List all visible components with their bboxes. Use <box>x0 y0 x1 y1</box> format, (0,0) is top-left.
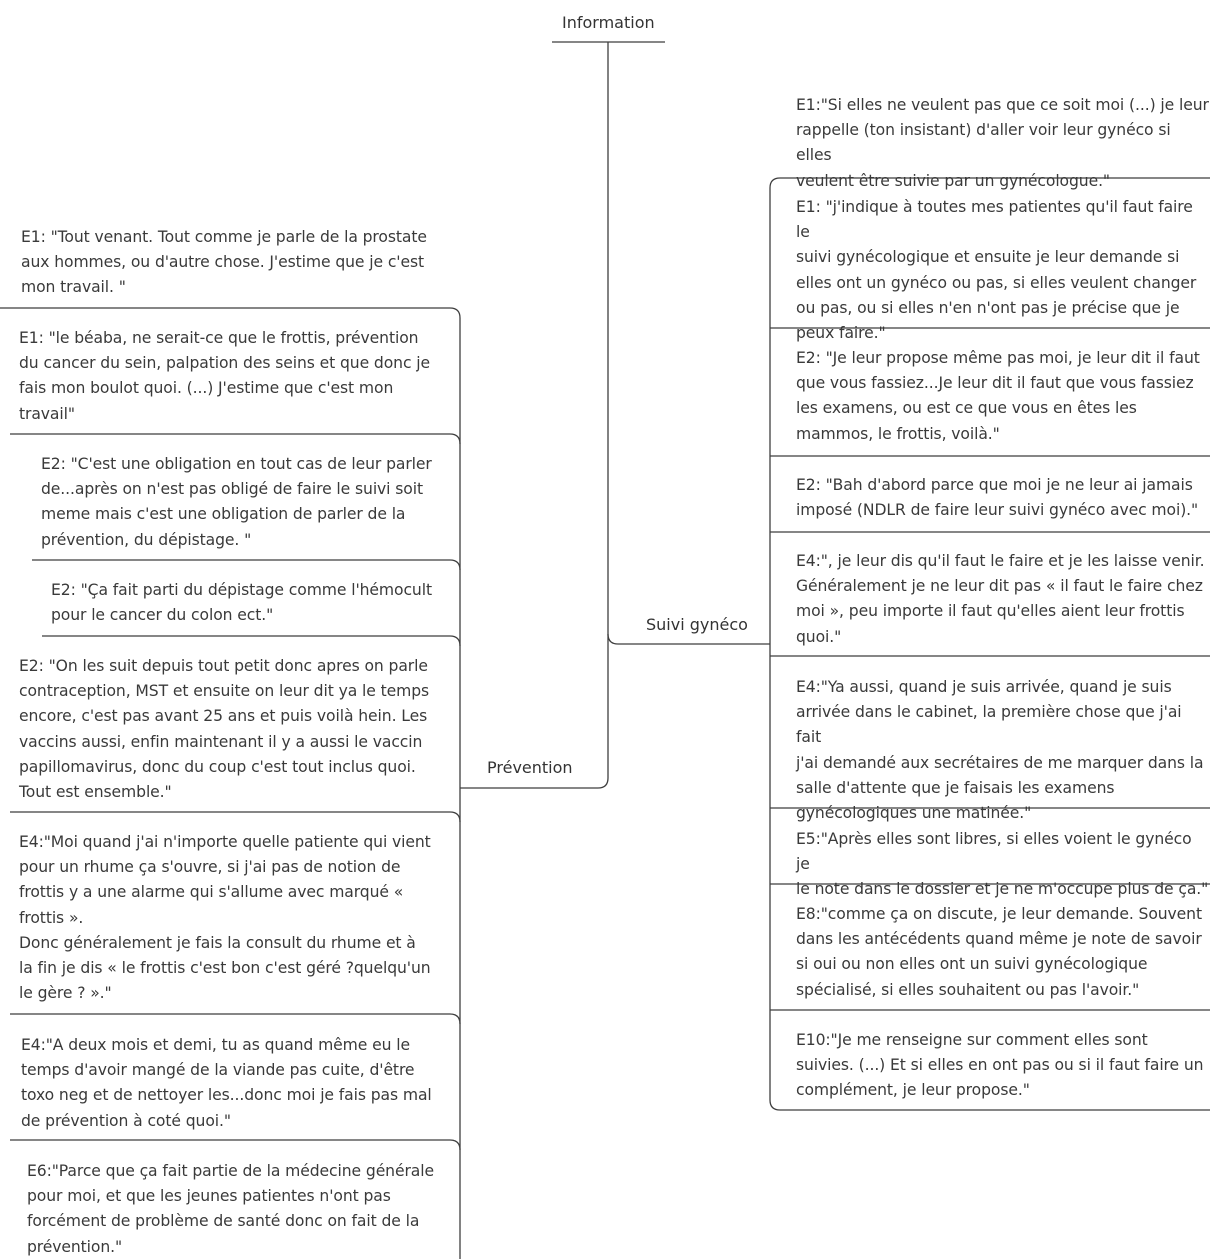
suivi-item-7: E5:"Après elles sont libres, si elles voient le gynéco je le note dans le dossier et je ne m'occupe plus de ça." <box>796 830 1209 899</box>
sep-prev-2 <box>32 560 460 570</box>
connector-root-suivi <box>608 42 770 644</box>
prevention-item-6: E4:"Moi quand j'ai n'importe quelle patiente qui vient pour un rhume ça s'ouvre, si j'ai pas de notion de frottis y a une alarme qui s'allume avec marqué « frottis ». Donc généralement je fais la consult du rhume et à la fin je dis « le frottis c'est bon c'est géré ?quelqu'un le gère ? »." <box>19 833 431 1003</box>
suivi-item-5: E4:", je leur dis qu'il faut le faire et je les laisse venir. Généralement je ne leur dit pas « il faut le faire chez moi », peu importe il faut qu'elles aient leur frottis quoi." <box>796 552 1205 646</box>
sep-prev-1 <box>10 434 460 444</box>
prevention-item-3: E2: "C'est une obligation en tout cas de leur parler de...après on n'est pas obligé de faire le suivi soit meme mais c'est une obligation de parler de la prévention, du dépistage. " <box>41 455 432 549</box>
prevention-item-1: E1: "Tout venant. Tout comme je parle de la prostate aux hommes, ou d'autre chose. J'estime que je c'est mon travail. " <box>21 228 427 297</box>
suivi-item-6: E4:"Ya aussi, quand je suis arrivée, quand je suis arrivée dans le cabinet, la première chose que j'ai fait j'ai demandé aux secrétaires de me marquer dans la salle d'attente que je faisais les examens gynécologiques une matinée." <box>796 678 1204 823</box>
sep-prev-4 <box>10 812 460 822</box>
suivi-item-4: E2: "Bah d'abord parce que moi je ne leur ai jamais imposé (NDLR de faire leur suivi gynéco avec moi)." <box>796 476 1199 520</box>
prevention-item-2: E1: "le béaba, ne serait-ce que le frottis, prévention du cancer du sein, palpation des seins et que donc je fais mon boulot quoi. (...) J'estime que c'est mon travail" <box>19 329 431 423</box>
suivi-item-2: E1: "j'indique à toutes mes patientes qu'il faut faire le suivi gynécologique et ensuite je leur demande si elles ont un gynéco ou pas, si elles veulent changer ou pas, ou si elles n'en n'ont pas je précise que je peux faire." <box>796 198 1197 343</box>
prevention-item-8: E6:"Parce que ça fait partie de la médecine générale pour moi, et que les jeunes patientes n'ont pas forcément de problème de santé donc on fait de la prévention." <box>27 1162 434 1256</box>
branch-label-suivi: Suivi gynéco <box>646 615 748 634</box>
sep-prev-5 <box>10 1014 460 1024</box>
suivi-item-9: E10:"Je me renseigne sur comment elles sont suivies. (...) Et si elles en ont pas ou si il faut faire un complément, je leur propose." <box>796 1031 1204 1100</box>
sep-prev-3 <box>42 636 460 646</box>
prevention-item-7: E4:"A deux mois et demi, tu as quand même eu le temps d'avoir mangé de la viande pas cuite, d'être toxo neg et de nettoyer les...donc moi je fais pas mal de prévention à coté quoi." <box>21 1036 432 1130</box>
sep-prev-6 <box>10 1140 460 1150</box>
prevention-item-5: E2: "On les suit depuis tout petit donc apres on parle contraception, MST et ensuite on leur dit ya le temps encore, c'est pas avant 25 ans et puis voilà hein. Les vaccins aussi, enfin maintenant il y a aussi le vaccin papillomavirus, donc du coup c'est tout inclus quoi. Tout est ensemble." <box>19 657 430 802</box>
suivi-item-1: E1:"Si elles ne veulent pas que ce soit moi (...) je leur rappelle (ton insistant) d'aller voir leur gynéco si elles veulent être suivie par un gynécologue." <box>796 96 1209 190</box>
branch-label-prevention: Prévention <box>487 758 573 777</box>
prevention-item-4: E2: "Ça fait parti du dépistage comme l'hémocult pour le cancer du colon ect." <box>51 581 432 625</box>
suivi-item-3: E2: "Je leur propose même pas moi, je leur dit il faut que vous fassiez...Je leur dit il faut que vous fassiez les examens, ou est ce que vous en êtes les mammos, le frottis, voilà." <box>796 349 1200 443</box>
suivi-item-8: E8:"comme ça on discute, je leur demande. Souvent dans les antécédents quand même je note de savoir si oui ou non elles ont un suivi gynécologique spécialisé, si elles souhaitent ou pas l'avoir." <box>796 905 1202 999</box>
root-label: Information <box>562 13 655 32</box>
